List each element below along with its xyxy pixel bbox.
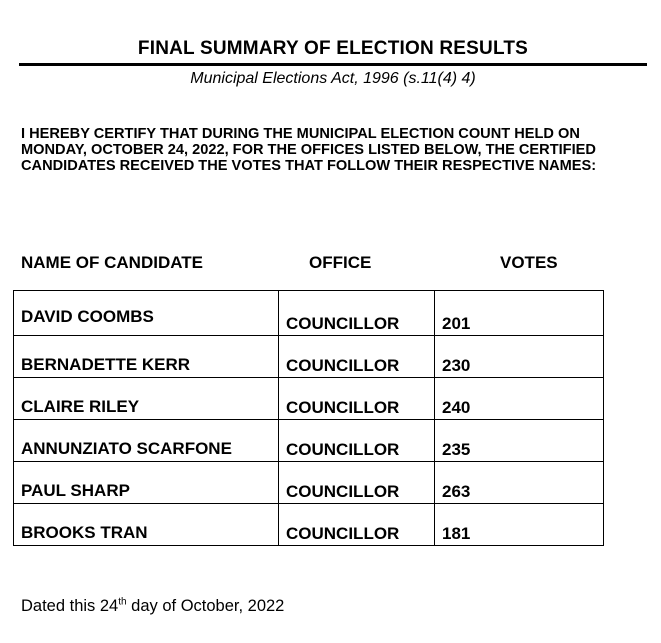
title-rule (19, 63, 647, 66)
candidate-votes: 263 (435, 462, 604, 504)
candidate-office: COUNCILLOR (279, 336, 435, 378)
candidate-name: PAUL SHARP (14, 462, 279, 504)
header-office: OFFICE (309, 253, 372, 272)
candidate-votes: 181 (435, 504, 604, 546)
table-row (14, 336, 604, 378)
candidate-office: COUNCILLOR (279, 462, 435, 504)
table-row (14, 420, 604, 462)
candidate-votes: 240 (435, 378, 604, 420)
candidate-office: COUNCILLOR (279, 504, 435, 546)
candidate-office: COUNCILLOR (279, 378, 435, 420)
candidate-name: CLAIRE RILEY (14, 378, 279, 420)
table-row (14, 291, 604, 336)
table-row (14, 378, 604, 420)
header-candidate-name: NAME OF CANDIDATE (21, 253, 203, 272)
candidate-name: ANNUNZIATO SCARFONE (14, 420, 279, 462)
table-row (14, 504, 604, 546)
header-votes: VOTES (500, 253, 558, 272)
dated-line (21, 597, 284, 616)
candidate-votes: 230 (435, 336, 604, 378)
candidate-name: BERNADETTE KERR (14, 336, 279, 378)
certification-statement: I HEREBY CERTIFY THAT DURING THE MUNICIPAL ELECTION COUNT HELD ON MONDAY, OCTOBER 24, 2022, FOR THE OFFICES LISTED BELOW, THE CERTIFIED CANDIDATES RECEIVED THE VOTES THAT FOLLOW THEIR RESPECTIVE NAMES: (21, 126, 597, 174)
dated-ordinal-suffix: th (118, 596, 127, 608)
document-title: FINAL SUMMARY OF ELECTION RESULTS (137, 38, 529, 59)
candidate-votes: 201 (435, 291, 604, 336)
candidate-votes: 235 (435, 420, 604, 462)
candidate-office: COUNCILLOR (279, 291, 435, 336)
candidate-office: COUNCILLOR (279, 420, 435, 462)
candidate-name: BROOKS TRAN (14, 504, 279, 546)
table-row (14, 462, 604, 504)
results-table (13, 290, 604, 546)
dated-prefix: Dated this 24 (21, 597, 119, 615)
document-subtitle: Municipal Elections Act, 1996 (s.11(4) 4) (190, 70, 476, 87)
dated-rest: day of October, 2022 (126, 597, 285, 615)
candidate-name: DAVID COOMBS (14, 291, 279, 336)
